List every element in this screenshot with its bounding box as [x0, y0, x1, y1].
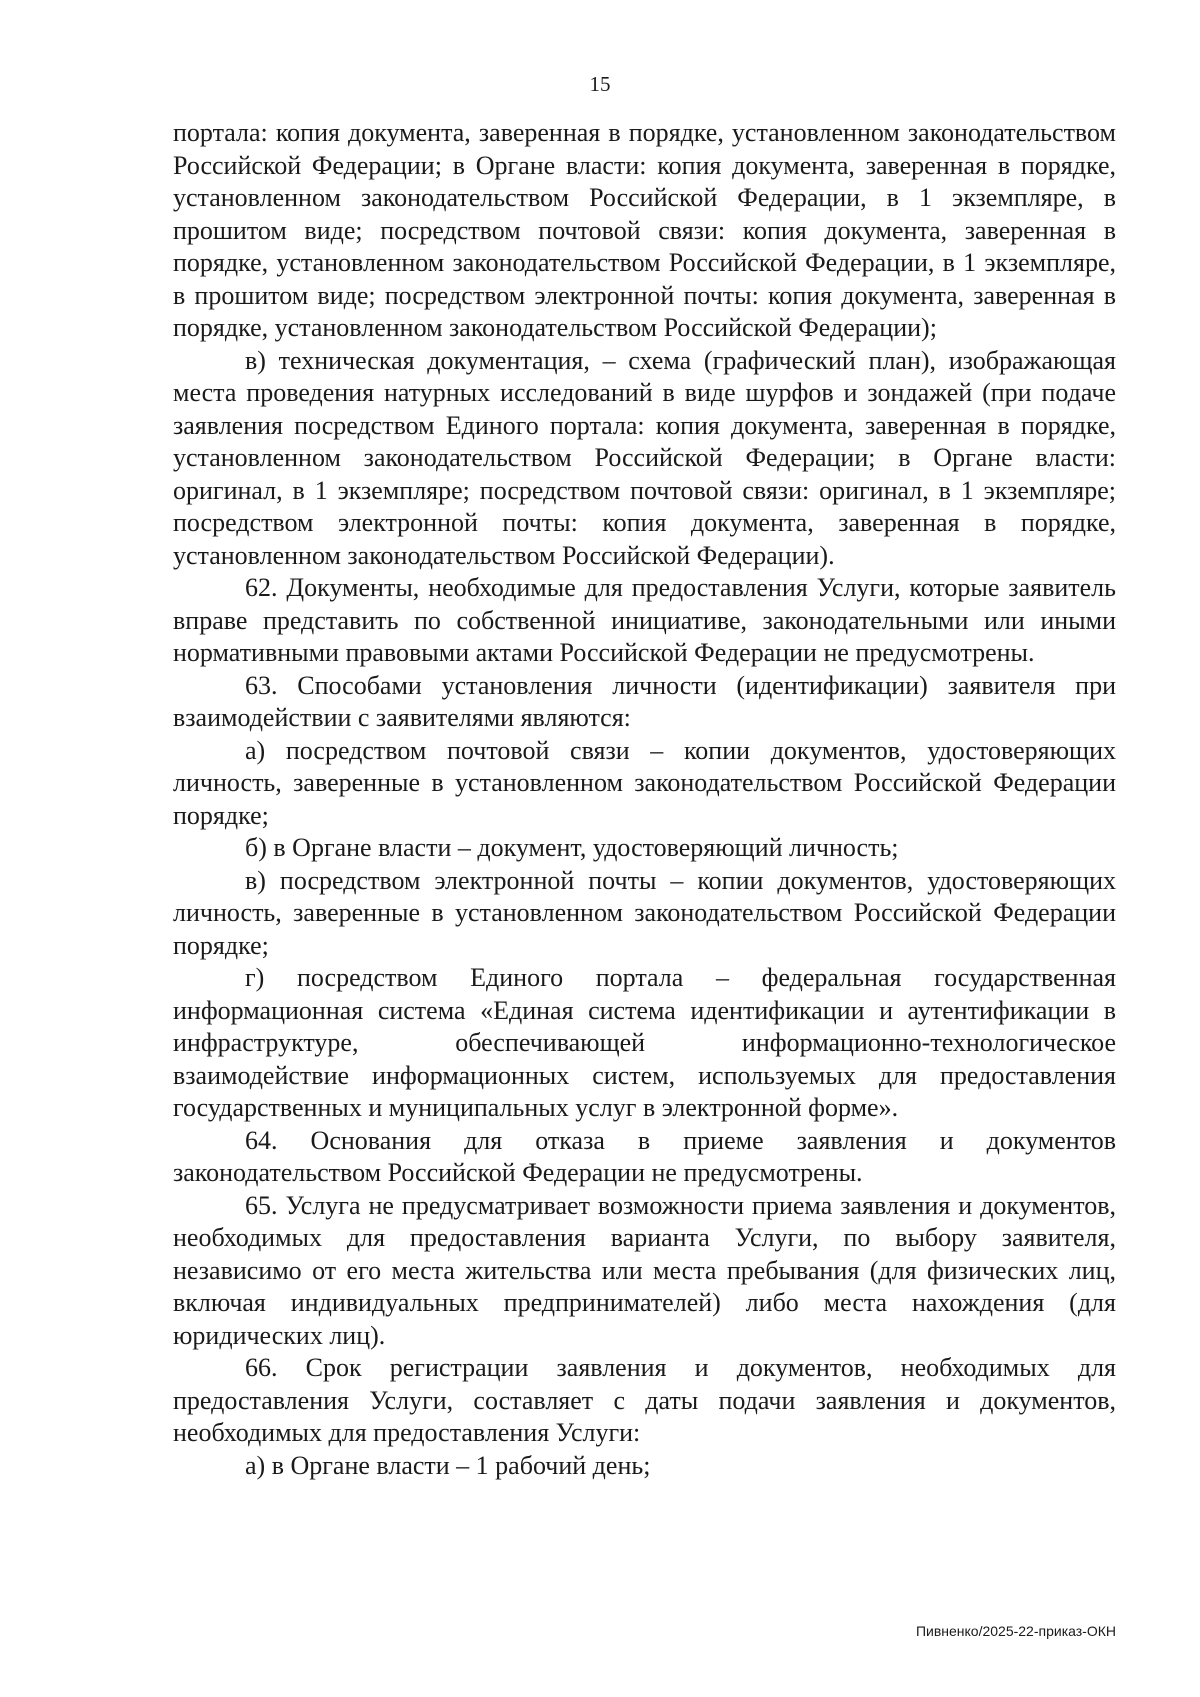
- document-body: [173, 117, 1116, 1482]
- page-number: 15: [589, 72, 611, 96]
- document-footer-code: Пивненко/2025-22-приказ-ОКН: [915, 1623, 1116, 1639]
- paragraph-63-v: в) посредством электронной почты – копии документов, удостоверяющих личность, заверенные в установленном законодательством Российской Федерации порядке;: [173, 865, 1116, 960]
- paragraph-63-g: г) посредством Единого портала – федеральная государственная информационная система «Единая система идентификации и аутентификации в инфраструктуре, обеспечивающей информационно-технологическое взаимодействие информационных систем, используемых для предоставления государственных и муниципальных услуг в электронной форме».: [173, 963, 1116, 1122]
- paragraph-63: 63. Способами установления личности (идентификации) заявителя при взаимодействии с заявителями являются:: [173, 670, 1116, 732]
- paragraph-65: 65. Услуга не предусматривает возможности приема заявления и документов, необходимых для предоставления варианта Услуги, по выбору заявителя, независимо от его места жительства или места пребывания (для физических лиц, включая индивидуальных предпринимателей) либо места нахождения (для юридических лиц).: [173, 1190, 1116, 1350]
- paragraph-item-v-technical-docs: в) техническая документация, – схема (графический план), изображающая места проведения натурных исследований в виде шурфов и зондажей (при подаче заявления посредством Единого портала: копия документа, заверенная в порядке, установленном законодательством Российской Федерации; в Органе власти: оригинал, в 1 экземпляре; посредством почтовой связи: оригинал, в 1 экземпляре; посредством электронной почты: копия документа, заверенная в порядке, установленном законодательством Российской Федерации).: [173, 345, 1116, 570]
- paragraph-66: 66. Срок регистрации заявления и документов, необходимых для предоставления Услуги, составляет с даты подачи заявления и документов, необходимых для предоставления Услуги:: [173, 1353, 1116, 1447]
- paragraph-63-a: а) посредством почтовой связи – копии документов, удостоверяющих личность, заверенные в установленном законодательством Российской Федерации порядке;: [173, 735, 1116, 830]
- paragraph-62: 62. Документы, необходимые для предоставления Услуги, которые заявитель вправе представить по собственной инициативе, законодательными или иными нормативными правовыми актами Российской Федерации не предусмотрены.: [173, 573, 1116, 667]
- paragraph-66-a: а) в Органе власти – 1 рабочий день;: [245, 1450, 651, 1480]
- paragraph-portal-copy: портала: копия документа, заверенная в порядке, установленном законодательством Российской Федерации; в Органе власти: копия документа, заверенная в порядке, установленном законодательством Российской Федерации, в 1 экземпляре, в прошитом виде; посредством почтовой связи: копия документа, заверенная в порядке, установленном законодательством Российской Федерации, в 1 экземпляре, в прошитом виде; посредством электронной почты: копия документа, заверенная в порядке, установленном законодательством Российской Федерации);: [173, 118, 1116, 342]
- paragraph-64: 64. Основания для отказа в приеме заявления и документов законодательством Российской Федерации не предусмотрены.: [173, 1125, 1116, 1187]
- paragraph-63-b: б) в Органе власти – документ, удостоверяющий личность;: [245, 833, 899, 862]
